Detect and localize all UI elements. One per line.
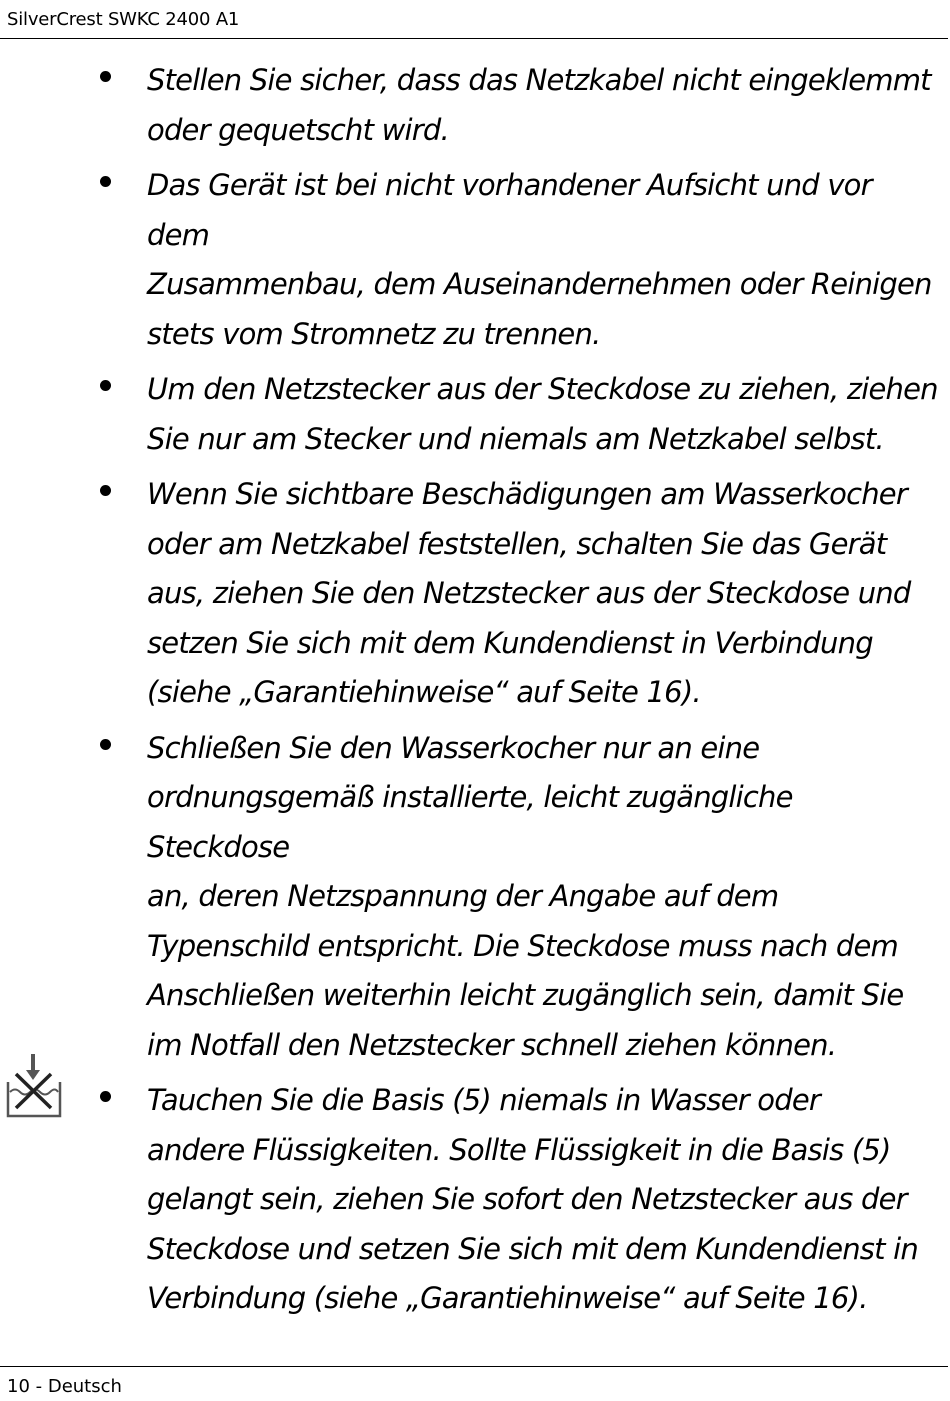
page-number-label: 10 - Deutsch (7, 1376, 122, 1397)
list-item (0, 724, 950, 1071)
header-title: SilverCrest SWKC 2400 A1 (7, 9, 240, 30)
no-immersion-icon (5, 1052, 63, 1118)
bullet-icon (100, 1091, 111, 1102)
page-footer (0, 1366, 948, 1401)
bullet-icon (100, 739, 111, 750)
list-item-text: Um den Netzstecker aus der Steckdose zu ziehen, ziehen Sie nur am Stecker und niemals am Netzkabel selbst. (147, 372, 938, 456)
page-header (0, 0, 948, 39)
list-item (0, 1076, 950, 1324)
list-item (0, 365, 950, 464)
bullet-icon (100, 176, 111, 187)
list-item (0, 161, 950, 359)
list-item (0, 470, 950, 718)
list-item-text: Stellen Sie sicher, dass das Netzkabel nicht eingeklemmt oder gequetscht wird. (147, 63, 931, 147)
list-item-text: Schließen Sie den Wasserkocher nur an eine ordnungsgemäß installierte, leicht zugängliche Steckdose an, deren Netzspannung der Angabe auf dem Typenschild entspricht. Die Steckdose muss nach dem Anschließen weiterhin leicht zugänglich sein, damit Sie im Notfall den Netzstecker schnell ziehen können. (147, 730, 904, 1062)
bullet-icon (100, 71, 111, 82)
list-item (0, 56, 950, 155)
list-item-text: Das Gerät ist bei nicht vorhandener Aufsicht und vor dem Zusammenbau, dem Auseinandernehmen oder Reinigen stets vom Stromnetz zu trennen. (147, 168, 932, 351)
safety-instructions-list (0, 56, 950, 1330)
bullet-icon (100, 380, 111, 391)
list-item-text: Tauchen Sie die Basis (5) niemals in Wasser oder andere Flüssigkeiten. Sollte Flüssigkeit in die Basis (5) gelangt sein, ziehen Sie sofort den Netzstecker aus der Steckdose und setzen Sie sich mit dem Kundendienst in Verbindung (siehe „Garantiehinweise“ auf Seite 16). (147, 1083, 918, 1315)
bullet-icon (100, 485, 111, 496)
list-item-text: Wenn Sie sichtbare Beschädigungen am Wasserkocher oder am Netzkabel feststellen, schalten Sie das Gerät aus, ziehen Sie den Netzstecker aus der Steckdose und setzen Sie sich mit dem Kundendienst in Verbindung (siehe „Garantiehinweise“ auf Seite 16). (147, 477, 911, 709)
